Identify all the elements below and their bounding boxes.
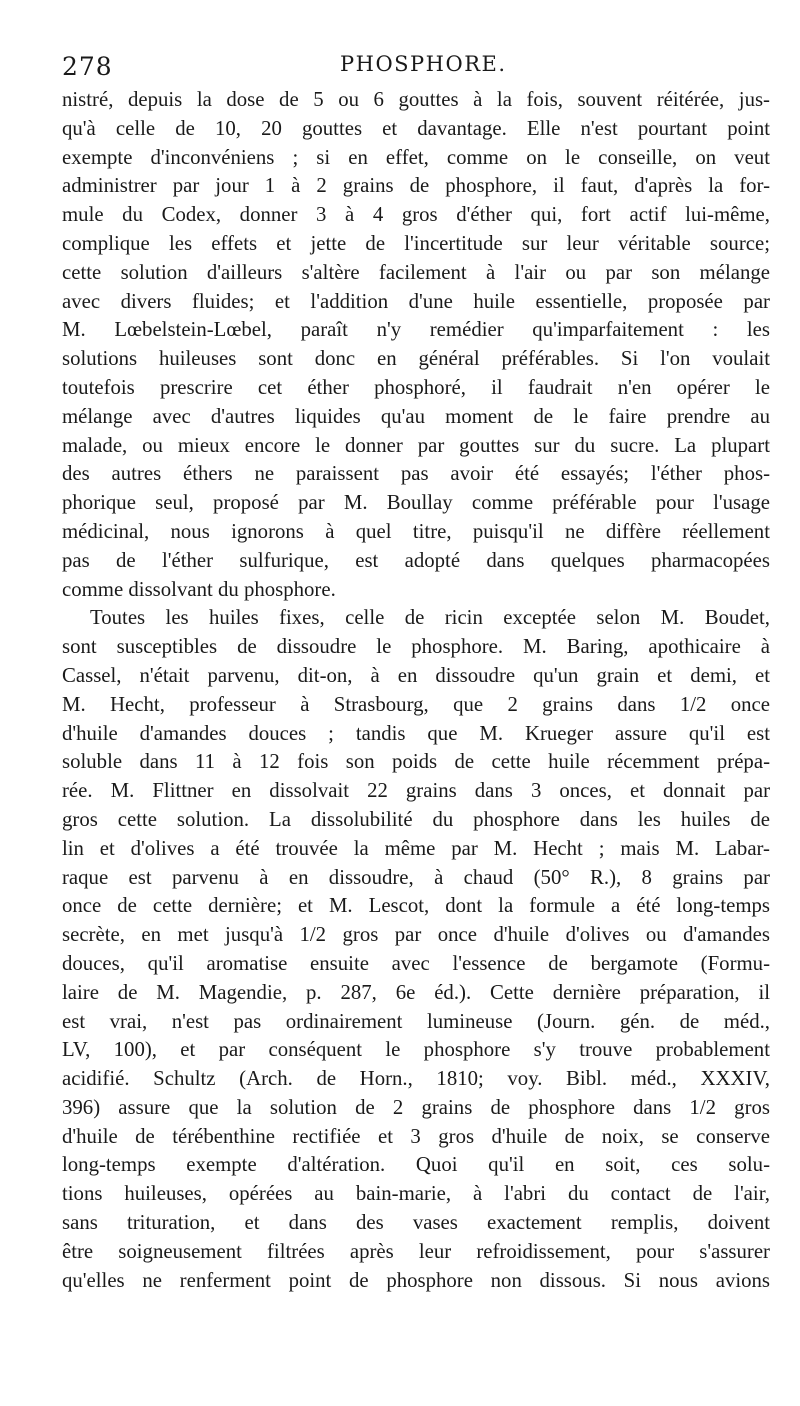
- text-line: est vrai, n'est pas ordinairement lumineuse (Journ. gén. de méd.,: [62, 1009, 770, 1033]
- text-line: lin et d'olives a été trouvée la même par M. Hecht ; mais M. Labar-: [62, 836, 770, 860]
- text-line: secrète, en met jusqu'à 1/2 gros par once d'huile d'olives ou d'amandes: [62, 923, 770, 947]
- text-line: laire de M. Magendie, p. 287, 6e éd.). Cette dernière préparation, il: [62, 980, 770, 1004]
- page-header: [62, 52, 770, 80]
- text-line: soluble dans 11 à 12 fois son poids de cette huile récemment prépa-: [62, 750, 770, 774]
- text-line: solutions huileuses sont donc en général préférables. Si l'on voulait: [62, 347, 770, 371]
- text-line: être soigneusement filtrées après leur refroidissement, pour s'assurer: [62, 1239, 770, 1263]
- text-line: d'huile d'amandes douces ; tandis que M. Krueger assure qu'il est: [62, 721, 770, 745]
- text-line: toutefois prescrire cet éther phosphoré, il faudrait n'en opérer le: [62, 375, 770, 399]
- paragraph: [62, 86, 770, 604]
- text-line: avec divers fluides; et l'addition d'une huile essentielle, proposée par: [62, 289, 770, 313]
- text-line: douces, qu'il aromatise ensuite avec l'essence de bergamote (Formu-: [62, 951, 770, 975]
- text-line: phorique seul, proposé par M. Boullay comme préférable pour l'usage: [62, 491, 770, 515]
- page-number: 278: [62, 52, 113, 81]
- text-line: pas de l'éther sulfurique, est adopté dans quelques pharmacopées: [62, 548, 770, 572]
- text-line: Cassel, n'était parvenu, dit-on, à en dissoudre qu'un grain et demi, et: [62, 663, 770, 687]
- text-line: des autres éthers ne paraissent pas avoir été essayés; l'éther phos-: [62, 462, 770, 486]
- text-line: acidifié. Schultz (Arch. de Horn., 1810; voy. Bibl. méd., XXXIV,: [62, 1067, 770, 1091]
- text-line: qu'à celle de 10, 20 gouttes et davantage. Elle n'est pourtant point: [62, 116, 770, 140]
- text-line: complique les effets et jette de l'incertitude sur leur véritable source;: [62, 231, 770, 255]
- text-line: LV, 100), et par conséquent le phosphore s'y trouve probablement: [62, 1038, 770, 1062]
- text-line: cette solution d'ailleurs s'altère facilement à l'air ou par son mélange: [62, 260, 770, 284]
- text-line: Toutes les huiles fixes, celle de ricin exceptée selon M. Boudet,: [90, 606, 770, 630]
- text-line: raque est parvenu à en dissoudre, à chaud (50° R.), 8 grains par: [62, 865, 770, 889]
- text-line: M. Hecht, professeur à Strasbourg, que 2 grains dans 1/2 once: [62, 692, 770, 716]
- text-line: long-temps exempte d'altération. Quoi qu'il en soit, ces solu-: [62, 1153, 770, 1177]
- text-line: rée. M. Flittner en dissolvait 22 grains dans 3 onces, et donnait par: [62, 779, 770, 803]
- text-line: sont susceptibles de dissoudre le phosphore. M. Baring, apothicaire à: [62, 635, 770, 659]
- paragraph: [62, 604, 770, 1295]
- text-line: mélange avec d'autres liquides qu'au moment de le faire prendre au: [62, 404, 770, 428]
- text-line: 396) assure que la solution de 2 grains de phosphore dans 1/2 gros: [62, 1095, 770, 1119]
- text-line: qu'elles ne renferment point de phosphore non dissous. Si nous avions: [62, 1268, 770, 1292]
- text-line: once de cette dernière; et M. Lescot, dont la formule a été long-temps: [62, 894, 770, 918]
- text-line: médicinal, nous ignorons à quel titre, puisqu'il ne diffère réellement: [62, 519, 770, 543]
- text-line: exempte d'inconvéniens ; si en effet, comme on le conseille, on veut: [62, 145, 770, 169]
- text-line: comme dissolvant du phosphore.: [62, 577, 336, 601]
- body-text: [62, 86, 770, 1295]
- text-line: d'huile de térébenthine rectifiée et 3 gros d'huile de noix, se conserve: [62, 1124, 770, 1148]
- text-line: tions huileuses, opérées au bain-marie, à l'abri du contact de l'air,: [62, 1182, 770, 1206]
- text-line: malade, ou mieux encore le donner par gouttes sur du sucre. La plupart: [62, 433, 770, 457]
- text-line: M. Lœbelstein-Lœbel, paraît n'y remédier qu'imparfaitement : les: [62, 318, 770, 342]
- text-line: nistré, depuis la dose de 5 ou 6 gouttes à la fois, souvent réitérée, jus-: [62, 88, 770, 111]
- text-line: gros cette solution. La dissolubilité du phosphore dans les huiles de: [62, 807, 770, 831]
- text-line: administrer par jour 1 à 2 grains de phosphore, il faut, d'après la for-: [62, 174, 770, 198]
- text-line: mule du Codex, donner 3 à 4 gros d'éther qui, fort actif lui-même,: [62, 203, 770, 227]
- running-head: PHOSPHORE.: [340, 52, 507, 76]
- text-line: sans trituration, et dans des vases exactement remplis, doivent: [62, 1211, 770, 1235]
